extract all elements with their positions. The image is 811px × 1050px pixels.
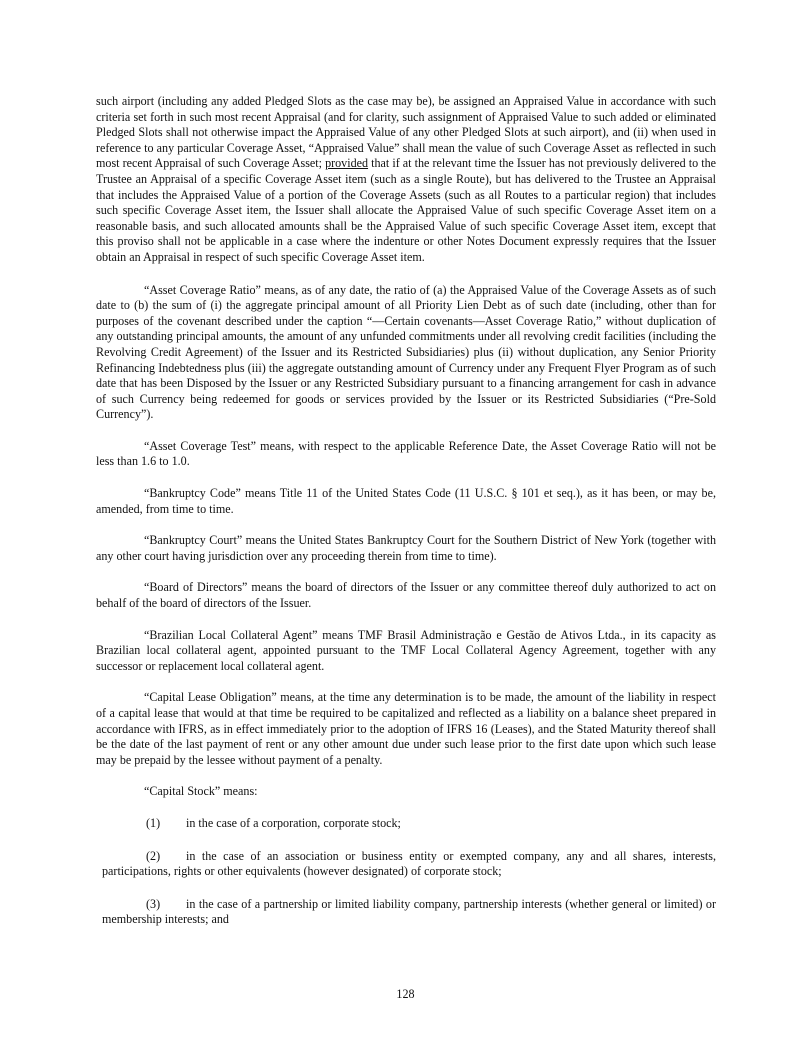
clause-text: in the case of a corporation, corporate stock; (186, 815, 401, 830)
clause-number: (2) (146, 848, 161, 863)
paragraph-asset-coverage-test: “Asset Coverage Test” means, with respect to the applicable Reference Date, the Asset Coverage Ratio will not be less than 1.6 to 1.0. (96, 438, 716, 469)
paragraph-board-of-directors: “Board of Directors” means the board of directors of the Issuer or any committee thereof duly authorized to act on behalf of the board of directors of the Issuer. (96, 580, 716, 611)
document-page (96, 94, 716, 945)
page-number: 128 (396, 987, 415, 1001)
paragraph-appraised-value-continued (96, 94, 716, 266)
clause-text: in the case of a partnership or limited liability company, partnership interests (whether general or limited) or membership interests; and (102, 896, 716, 927)
text-segment: such airport (including any added Pledged Slots as the case may be), be assigned an Appraised Value in accordance with such criteria set forth in such most recent Appraisal (and for clarity, such assignment of Appraised Value to such added or eliminated Pledged Slots shall not otherwise impact the Appraised Value of any other Pledged Slots at such airport), and (ii) when used in reference to any particular Coverage Asset, “Appraised Value” shall mean the value of such Coverage Asset as reflected in such most recent Appraisal of such Coverage Asset; (96, 94, 716, 171)
paragraph-bankruptcy-court: “Bankruptcy Court” means the United States Bankruptcy Court for the Southern District of New York (together with any other court having jurisdiction over any proceeding therein from time to time). (96, 533, 716, 563)
clause-number: (1) (146, 815, 161, 830)
paragraph-brazilian-local-collateral-agent: “Brazilian Local Collateral Agent” means TMF Brasil Administração e Gestão de Ativos Ltda., in its capacity as Brazilian local collateral agent, appointed pursuant to the TMF Local Collateral Agency Agreement, together with any successor or replacement local collateral agent. (96, 627, 716, 673)
clause-number: (3) (146, 896, 161, 911)
text-segment: that if at the relevant time the Issuer has not previously delivered to the Trustee an Appraisal of a specific Coverage Asset item (such as a single Route), but has delivered to the Trustee an Appraisal that includes the Appraised Value of a portion of the Coverage Assets (such as all Routes to a particular region) that includes such specific Coverage Asset item, the Issuer shall allocate the Appraised Value of such specific Coverage Asset item on a reasonable basis, and such allocated amounts shall be the Appraised Value of such specific Coverage Asset item, except that this proviso shall not be applicable in a case where the indenture or other Notes Document expressly requires that the Issuer obtain an Appraisal in respect of such specific Coverage Asset item. (96, 156, 716, 264)
paragraph-asset-coverage-ratio: “Asset Coverage Ratio” means, as of any date, the ratio of (a) the Appraised Value of the Coverage Assets as of such date to (b) the sum of (i) the aggregate principal amount of all Priority Lien Debt as of such date (including, other than for purposes of the covenant described under the caption “—Certain covenants—Asset Coverage Ratio,” without duplication of any outstanding principal amounts, the amount of any unfunded commitments under all revolving credit facilities (including the Revolving Credit Agreement) of the Issuer and its Restricted Subsidiaries) plus (ii) without duplication, any Senior Priority Refinancing Indebtedness plus (iii) the aggregate outstanding amount of Currency under any Frequent Flyer Program as of such date that has been Disposed by the Issuer or any Restricted Subsidiary pursuant to a financing arrangement for cash in advance of such Currency being redeemed for goods or services provided by the Issuer or its Restricted Subsidiaries (“Pre-Sold Currency”). (96, 282, 716, 422)
paragraph-capital-stock: “Capital Stock” means: (144, 784, 258, 799)
clause-text: in the case of an association or business entity or exempted company, any and all shares, interests, participations, rights or other equivalents (however designated) of corporate stock; (102, 848, 716, 879)
paragraph-capital-lease-obligation: “Capital Lease Obligation” means, at the time any determination is to be made, the amount of the liability in respect of a capital lease that would at that time be required to be capitalized and reflected as a liability on a balance sheet prepared in accordance with IFRS, as in effect immediately prior to the adoption of IFRS 16 (Leases), and the Stated Maturity thereof shall be the date of the last payment of rent or any other amount due under such lease prior to the first date upon which such lease may be prepaid by the lessee without payment of a penalty. (96, 690, 716, 767)
clause-1 (102, 816, 716, 832)
paragraph-bankruptcy-code: “Bankruptcy Code” means Title 11 of the United States Code (11 U.S.C. § 101 et seq.), as it has been, or may be, amended, from time to time. (96, 486, 716, 516)
clause-3 (102, 897, 716, 928)
underlined-provided: provided (325, 156, 369, 171)
clause-2 (102, 849, 716, 880)
